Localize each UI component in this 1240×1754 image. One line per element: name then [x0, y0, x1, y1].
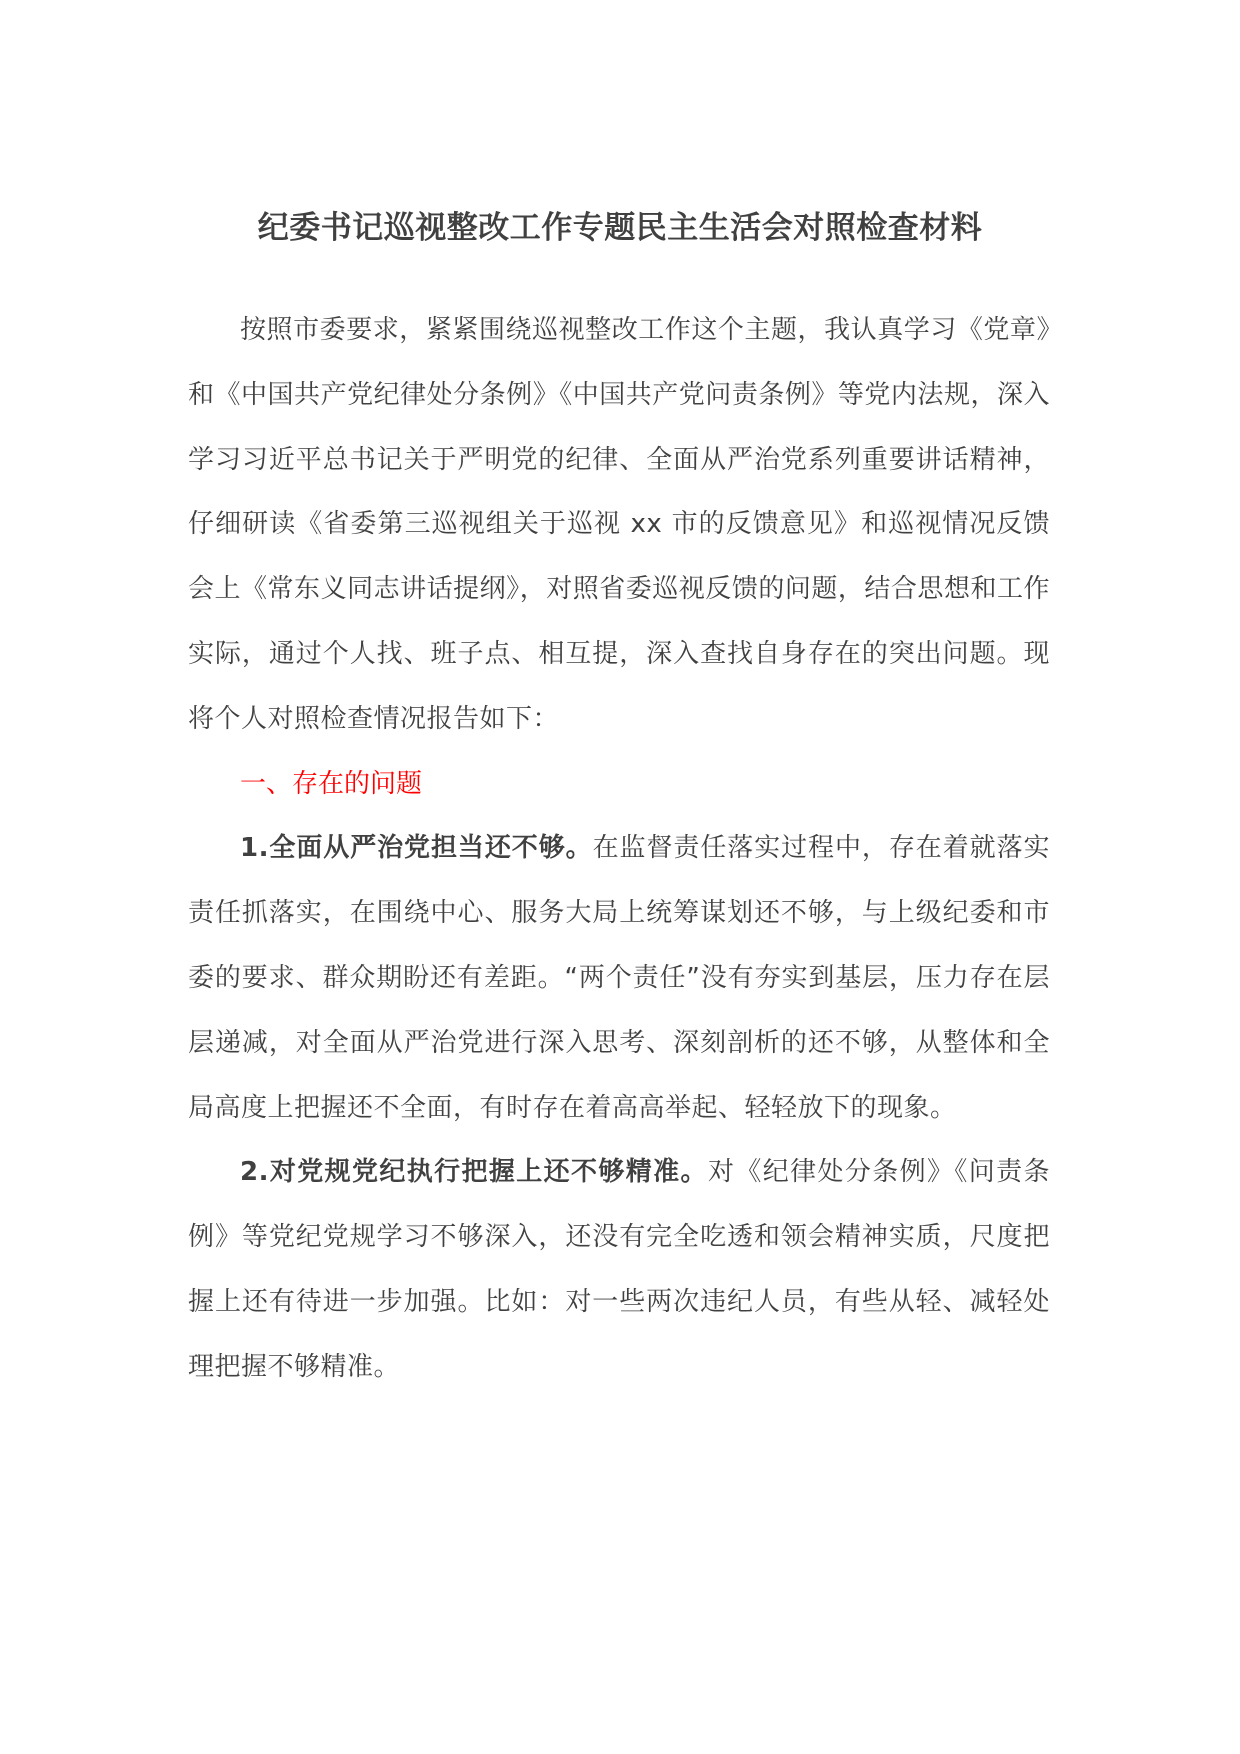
- document-body: [188, 298, 1050, 1400]
- document-title: 纪委书记巡视整改工作专题民主生活会对照检查材料: [257, 210, 983, 246]
- section-heading-problems: 一、存在的问题: [240, 768, 423, 799]
- problem-item-2-text: 对《纪律处分条例》《问责条例》等党纪党规学习不够深入，还没有完全吃透和领会精神实质，尺度把握上还有待进一步加强。比如：对一些两次违纪人员，有些从轻、减轻处理把握不够精准。: [188, 1157, 1050, 1382]
- problem-item-2-lead: 2.对党规党纪执行把握上还不够精准。: [240, 1157, 708, 1188]
- problem-item-1: [188, 816, 1050, 1140]
- problem-item-1-lead: 1.全面从严治党担当还不够。: [240, 833, 593, 864]
- intro-paragraph: 按照市委要求，紧紧围绕巡视整改工作这个主题，我认真学习《党章》和《中国共产党纪律处分条例》《中国共产党问责条例》等党内法规，深入学习习近平总书记关于严明党的纪律、全面从严治党系列重要讲话精神，仔细研读《省委第三巡视组关于巡视 xx 市的反馈意见》和巡视情况反馈会上《常东义同志讲话提纲》，对照省委巡视反馈的问题，结合思想和工作实际，通过个人找、班子点、相互提，深入查找自身存在的突出问题。现将个人对照检查情况报告如下：: [188, 315, 1050, 734]
- problem-item-1-text: 在监督责任落实过程中，存在着就落实责任抓落实，在围绕中心、服务大局上统筹谋划还不够，与上级纪委和市委的要求、群众期盼还有差距。“两个责任”没有夯实到基层，压力存在层层递减，对全面从严治党进行深入思考、深刻剖析的还不够，从整体和全局高度上把握还不全面，有时存在着高高举起、轻轻放下的现象。: [188, 833, 1050, 1123]
- problem-item-2: [188, 1140, 1050, 1399]
